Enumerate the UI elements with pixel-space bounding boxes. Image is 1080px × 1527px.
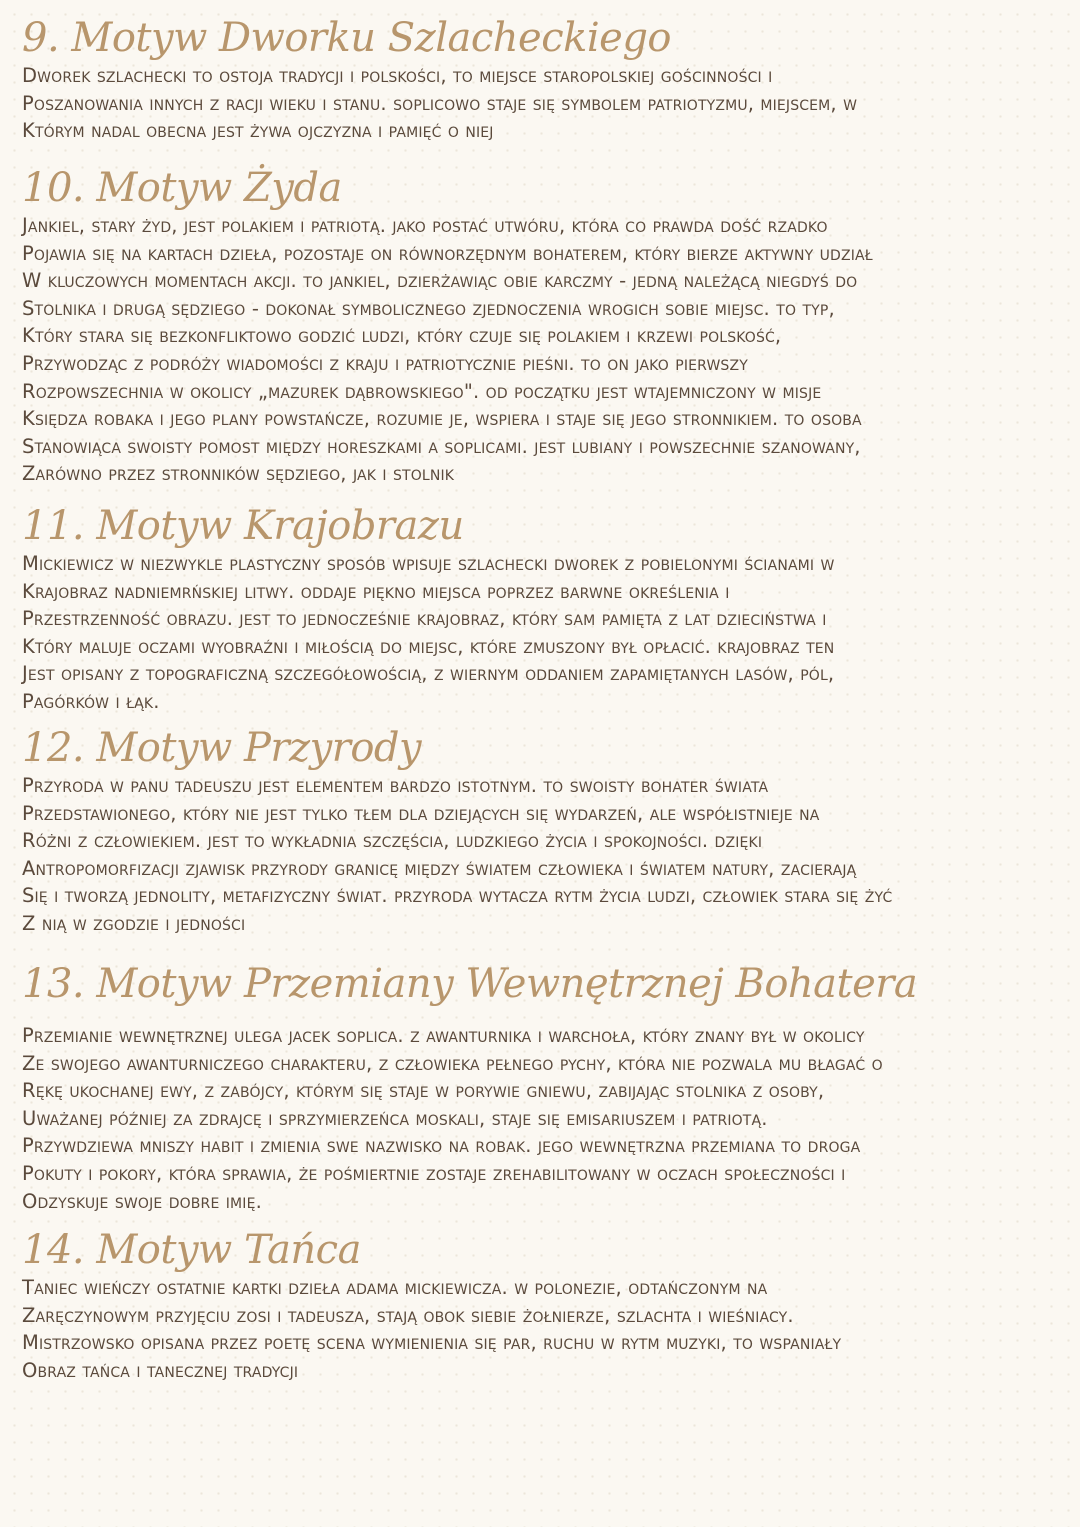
- body-line: Mistrzowsko opisana przez poetę scena wymienienia się par, ruchu w rytm muzyki, to wspaniały: [22, 1331, 842, 1355]
- body-line: Stanowiąca swoisty pomost między horeszkami a soplicami. jest lubiany i powszechnie szanowany,: [22, 434, 861, 458]
- section-dworek: [22, 14, 1058, 145]
- body-line: Pokuty i pokory, która sprawia, że pośmiertnie zostaje zrehabilitowany w oczach społeczności i: [22, 1161, 846, 1185]
- body-line: Przemianie wewnętrznej ulega jacek soplica. z awanturnika i warchoła, który znany był w okolicy: [22, 1024, 865, 1047]
- section-taniec: [22, 1226, 1058, 1384]
- body-line: Przywdziewa mniszy habit i zmienia swe nazwisko na robak. jego wewnętrzna przemiana to droga: [22, 1134, 861, 1158]
- body-line: Pagórków i łąk.: [22, 689, 160, 713]
- section-krajobraz: [22, 502, 1058, 716]
- section-przemiana: [22, 960, 1058, 1215]
- section-body: [22, 1274, 1058, 1384]
- body-line: Księdza robaka i jego plany powstańcze, rozumie je, wspiera i staje się jego stronnikiem. to osoba: [22, 407, 862, 431]
- body-line: Dworek szlachecki to ostoja tradycji i polskości, to miejsce staropolskiej gościnności i: [22, 64, 773, 87]
- body-line: Zaręczynowym przyjęciu zosi i tadeusza, stają obok siebie żołnierze, szlachta i wieśniacy.: [22, 1303, 794, 1327]
- body-line: Przedstawionego, który nie jest tylko tłem dla dziejących się wydarzeń, ale współistnieje na: [22, 801, 820, 825]
- body-line: Poszanowania innych z racji wieku i stanu. soplicowo staje się symbolem patriotyzmu, miejscem, w: [22, 91, 858, 115]
- body-line: Ze swojego awanturniczego charakteru, z człowieka pełnego pychy, która nie pozwala mu błagać o: [22, 1051, 883, 1075]
- section-heading: 11. Motyw Krajobrazu: [22, 503, 464, 549]
- body-line: Taniec wieńczy ostatnie kartki dzieła adama mickiewicza. w polonezie, odtańczonym na: [22, 1276, 768, 1299]
- section-heading: 10. Motyw Żyda: [22, 165, 342, 211]
- section-body: [22, 62, 1058, 145]
- section-body: [22, 1022, 1058, 1215]
- body-line: Różni z człowiekiem. jest to wykładnia szczęścia, ludzkiego życia i spokojności. dzięki: [22, 829, 763, 853]
- section-body: [22, 550, 1058, 716]
- body-line: Stolnika i drugą sędziego - dokonał symbolicznego zjednoczenia wrogich sobie miejsc. to typ,: [22, 296, 835, 320]
- body-line: Przywodząc z podróży wiadomości z kraju i patriotycznie pieśni. to on jako pierwszy: [22, 351, 748, 375]
- body-line: Który stara się bezkonfliktowo godzić ludzi, który czuje się polakiem i krzewi polskość,: [22, 324, 782, 348]
- body-line: Antropomorfizacji zjawisk przyrody granicę między światem człowieka i światem natury, zacierają: [22, 856, 857, 880]
- body-line: Uważanej później za zdrajcę i sprzymierzeńca moskali, staje się emisariuszem i patriotą.: [22, 1106, 768, 1130]
- body-line: Z nią w zgodzie i jedności: [22, 911, 246, 935]
- body-line: Mickiewicz w niezwykle plastyczny sposób wpisuje szlachecki dworek z pobielonymi ścianami w: [22, 552, 835, 575]
- body-line: Obraz tańca i tanecznej tradycji: [22, 1358, 299, 1382]
- body-line: W kluczowych momentach akcji. to jankiel, dzierżawiąc obie karczmy - jedną należącą niegdyś do: [22, 269, 858, 293]
- section-body: [22, 772, 1058, 938]
- body-line: Jest opisany z topograficzną szczegółowością, z wiernym oddaniem zapamiętanych lasów, pól,: [22, 662, 835, 686]
- section-body: [22, 212, 1058, 488]
- body-line: Się i tworzą jednolity, metafizyczny świat. przyroda wytacza rytm życia ludzi, człowiek stara się żyć: [22, 884, 893, 908]
- body-line: Przestrzenność obrazu. jest to jednocześnie krajobraz, który sam pamięta z lat dzieciństwa i: [22, 607, 827, 631]
- body-line: Który maluje oczami wyobraźni i miłością do miejsc, które zmuszony był opłacić. krajobraz ten: [22, 634, 835, 658]
- body-line: Pojawia się na kartach dzieła, pozostaje on równorzędnym bohaterem, który bierze aktywny udział: [22, 241, 873, 265]
- body-line: Którym nadal obecna jest żywa ojczyzna i pamięć o niej: [22, 119, 494, 143]
- body-line: Rozpowszechnia w okolicy „mazurek dąbrowskiego". od początku jest wtajemniczony w misje: [22, 379, 822, 403]
- body-line: Jankiel, stary żyd, jest polakiem i patriotą. jako postać utwóru, która co prawda dość rzadko: [22, 214, 828, 237]
- body-line: Rękę ukochanej ewy, z zabójcy, którym się staje w porywie gniewu, zabijając stolnika z osoby,: [22, 1079, 825, 1103]
- body-line: Przyroda w panu tadeuszu jest elementem bardzo istotnym. to swoisty bohater świata: [22, 774, 769, 797]
- body-line: Krajobraz nadniemrńskiej litwy. oddaje piękno miejsca poprzez barwne określenia i: [22, 579, 730, 603]
- section-heading: 14. Motyw Tańca: [22, 1227, 361, 1273]
- body-line: Zarówno przez stronników sędziego, jak i stolnik: [22, 462, 455, 486]
- section-przyroda: [22, 724, 1058, 938]
- section-heading: 9. Motyw Dworku Szlacheckiego: [22, 15, 672, 61]
- body-line: Odzyskuje swoje dobre imię.: [22, 1189, 262, 1213]
- section-zyd: [22, 164, 1058, 488]
- section-heading: 12. Motyw Przyrody: [22, 725, 422, 771]
- section-heading: 13. Motyw Przemiany Wewnętrznej Bohatera: [22, 961, 918, 1007]
